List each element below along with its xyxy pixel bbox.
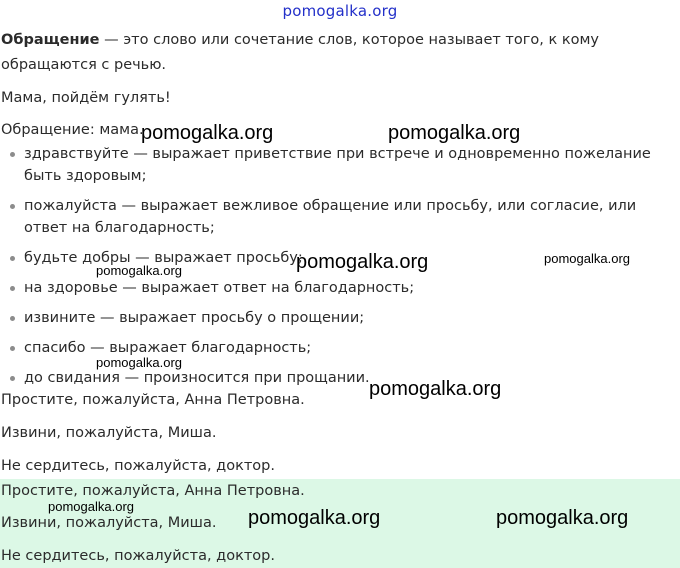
watermark-text: pomogalka.org xyxy=(296,251,429,273)
list-item: на здоровье — выражает ответ на благодарность; xyxy=(8,277,676,299)
answer-sentence-2: Извини, пожалуйста, Миша. xyxy=(1,515,217,531)
definition-term: Обращение xyxy=(1,32,100,48)
watermark-text: pomogalka.org xyxy=(248,507,381,529)
list-item: до свидания — произносится при прощании. xyxy=(8,367,676,389)
watermark-text: pomogalka.org xyxy=(96,263,182,278)
watermark-text: pomogalka.org xyxy=(141,122,274,144)
list-item: извините — выражает просьбу о прощении; xyxy=(8,307,676,329)
address-line: Обращение: мама. xyxy=(1,122,144,138)
answer-sentence-3: Не сердитесь, пожалуйста, доктор. xyxy=(1,548,275,564)
watermark-text: pomogalka.org xyxy=(496,507,629,529)
watermark-text: pomogalka.org xyxy=(388,122,521,144)
watermark-text: pomogalka.org xyxy=(369,378,502,400)
definition-text: — это слово или сочетание слов, которое называет того, к кому обращаются с речью. xyxy=(1,32,599,73)
list-item: будьте добры — выражает просьбу; xyxy=(8,247,676,269)
answer-sentence-1: Простите, пожалуйста, Анна Петровна. xyxy=(1,483,305,499)
list-item: спасибо — выражает благодарность; xyxy=(8,337,676,359)
sentence-2: Извини, пожалуйста, Миша. xyxy=(1,425,217,441)
example-sentence: Мама, пойдём гулять! xyxy=(1,90,171,106)
watermark-text: pomogalka.org xyxy=(96,355,182,370)
watermark-text: pomogalka.org xyxy=(48,499,134,514)
definition-paragraph xyxy=(1,28,677,78)
sentence-1: Простите, пожалуйста, Анна Петровна. xyxy=(1,392,305,408)
watermark-text: pomogalka.org xyxy=(544,251,630,266)
sentence-3: Не сердитесь, пожалуйста, доктор. xyxy=(1,458,275,474)
list-item: здравствуйте — выражает приветствие при встрече и одновременно пожелание быть здоровым; xyxy=(8,143,676,187)
list-item: пожалуйста — выражает вежливое обращение или просьбу, или согласие, или ответ на благодарность; xyxy=(8,195,676,239)
header-watermark: pomogalka.org xyxy=(282,2,398,20)
